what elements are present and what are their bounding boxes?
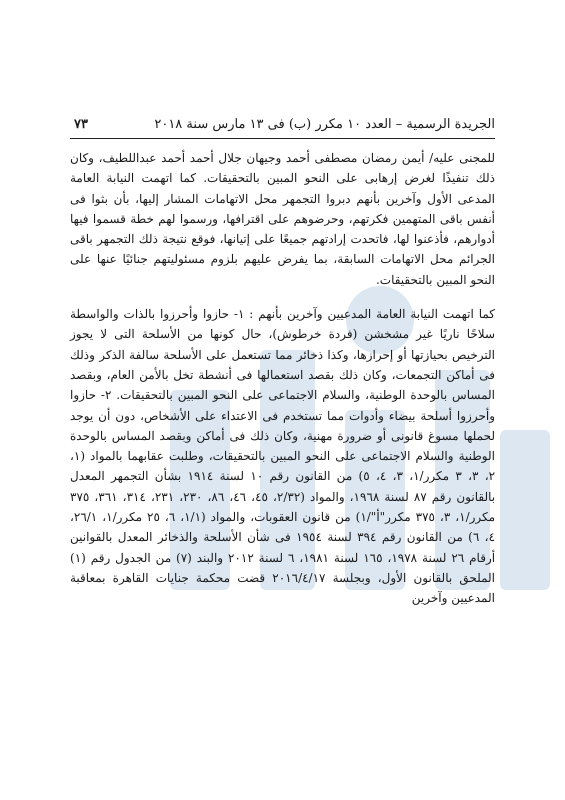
document-body	[70, 148, 495, 609]
page-number: ٧٣	[74, 117, 88, 132]
page-header	[70, 112, 495, 139]
paragraph-1: للمجنى عليه/ أيمن رمضان مصطفى أحمد وجيهان جلال أحمد أحمد عبداللطيف، وكان ذلك تنفيذًا لغرض إرهابى على النحو المبين بالتحقيقات. كما اتهمت النيابة العامة المدعى الأول وآخرين بأنهم دبروا التجمهر محل الاتهامات المشار إليها، بأن بثوا فى أنفس باقى المتهمين فكرتهم، وحرضوهم على اقترافها، ورسموا لهم خطة قسموا فيها أدوارهم، فأذعنوا لها، فاتحدت إرادتهم جميعًا على إتيانها، فوقع نتيجة ذلك التجمهر باقى الجرائم محل الاتهامات السابقة، بما يفرض عليهم بلزوم مسئوليتهم جنائيًا عنها على النحو المبين بالتحقيقات.	[70, 151, 495, 287]
paragraph-2: كما اتهمت النيابة العامة المدعيين وآخرين بأنهم : ١- حازوا وأحرزوا بالذات والواسطة سلاحًا ناريًا غير مشخشن (فردة خرطوش)، حال كونها من الأسلحة التى لا يجوز الترخيص بحيازتها أو إحرازها، وكذا ذخائر مما تستعمل على الأسلحة سالفة الذكر وذلك فى أماكن التجمعات، وكان ذلك بقصد استعمالها فى أنشطة تخل بالأمن العام، وبقصد المساس بالوحدة الوطنية، والسلام الاجتماعى على النحو المبين بالتحقيقات. ٢- حازوا وأحرزوا أسلحة بيضاء وأدوات مما تستخدم فى الاعتداء على الأشخاص، دون أن يوجد لحملها مسوغ قانونى أو ضرورة مهنية، وكان ذلك فى أماكن وبقصد المساس بالوحدة الوطنية والسلام الاجتماعى على النحو المبين بالتحقيقات، وطلبت عقابهما بالمواد (١، ٢، ٣، ٣ مكرر/١، ٣، ٤، ٥) من القانون رقم ١٠ لسنة ١٩١٤ بشأن التجمهر المعدل بالقانون رقم ٨٧ لسنة ١٩٦٨، والمواد (٢/٣٢، ٤٥، ٤٦، ٨٦، ٢٣٠، ٢٣١، ٣١٤، ٣٦١، ٣٧٥ مكرر/١، ٣، ٣٧٥ مكرر"أ"/١) من قانون العقوبات، والمواد (١/١، ٦، ٢٥ مكرر/١، ٢٦/١، ٤، ٦) من القانون رقم ٣٩٤ لسنة ١٩٥٤ فى شأن الأسلحة والذخائر المعدل بالقوانين أرقام ٢٦ لسنة ١٩٧٨، ١٦٥ لسنة ١٩٨١، ٦ لسنة ٢٠١٢ والبند (٧) من الجدول رقم (١) الملحق بالقانون الأول، وبجلسة ٢٠١٦/٤/١٧ قضت محكمة جنايات القاهرة بمعاقبة المدعيين وآخرين	[70, 307, 496, 606]
gazette-title: الجريدة الرسمية – العدد ١٠ مكرر (ب) فى ١٣ مارس سنة ٢٠١٨	[154, 117, 495, 132]
